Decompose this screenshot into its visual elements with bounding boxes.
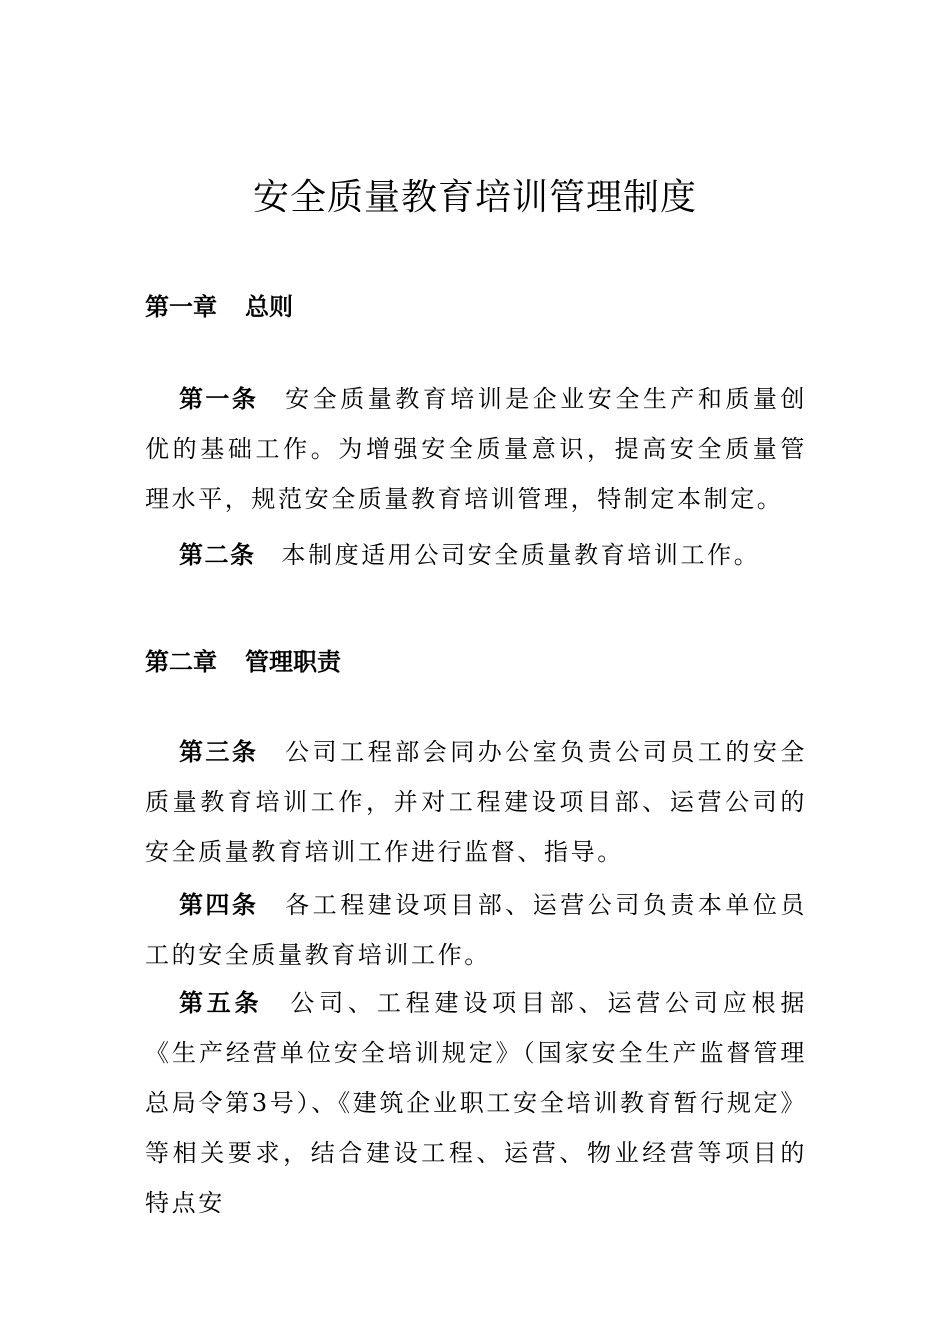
article-text: 各工程建设项目部、运营公司负责本单位员工的安全质量教育培训工作。 (145, 891, 808, 969)
article-paragraph (145, 530, 807, 580)
article-label: 第一条 (179, 384, 259, 413)
chapter-number: 第二章 (145, 647, 217, 676)
chapter-name: 管理职责 (245, 647, 341, 676)
chapter-name: 总则 (245, 292, 293, 321)
article-paragraph (145, 374, 807, 524)
article-paragraph (145, 727, 807, 877)
article-text: 公司、工程建设项目部、运营公司应根据《生产经营单位安全培训规定》（国家安全生产监督管理总局令第3号）、《建筑企业职工安全培训教育暂行规定》等相关要求，结合建设工程、运营、物业经营等项目的特点安 (145, 989, 807, 1217)
article-paragraph (145, 978, 807, 1228)
article-text: 本制度适用公司安全质量教育培训工作。 (281, 541, 761, 569)
article-text: 公司工程部会同办公室负责公司员工的安全质量教育培训工作，并对工程建设项目部、运营公司的安全质量教育培训工作进行监督、指导。 (145, 738, 808, 866)
document-title: 安全质量教育培训管理制度 (252, 177, 697, 218)
article-label: 第二条 (179, 540, 256, 569)
article-label: 第三条 (179, 737, 259, 766)
article-label: 第五条 (179, 988, 263, 1017)
chapter-heading (145, 645, 341, 679)
article-label: 第四条 (179, 890, 259, 919)
chapter-heading (145, 290, 293, 324)
chapter-number: 第一章 (145, 292, 217, 321)
article-text: 安全质量教育培训是企业安全生产和质量创优的基础工作。为增强安全质量意识，提高安全质量管理水平，规范安全质量教育培训管理，特制定本制定。 (145, 385, 808, 513)
article-paragraph (145, 880, 807, 980)
